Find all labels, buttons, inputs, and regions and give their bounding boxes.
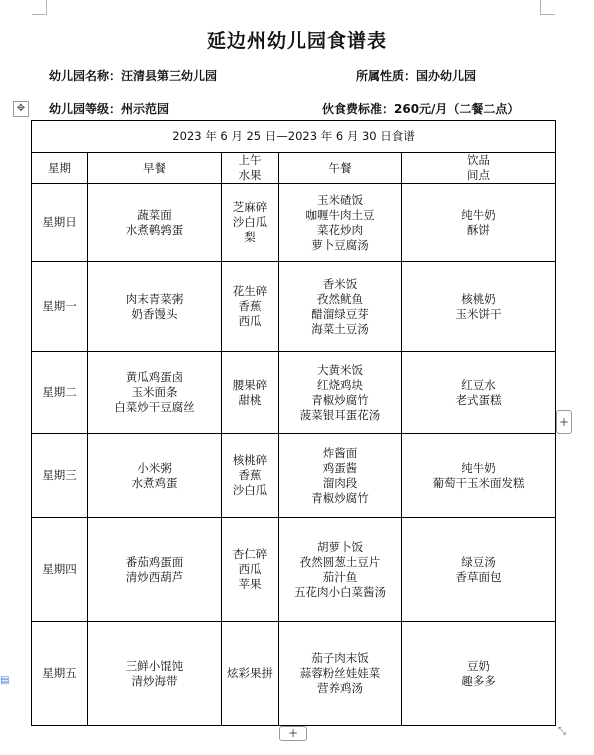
lunch-item: 溜肉段 — [322, 475, 358, 490]
fruit-item: 甜桃 — [238, 392, 262, 407]
drinks-item: 核桃奶 — [461, 291, 496, 306]
fruit-item: 炫彩果拼 — [227, 666, 273, 680]
drinks-cell — [402, 622, 556, 726]
breakfast-item: 水煮鹌鹑蛋 — [125, 222, 184, 237]
fruit-cell — [222, 622, 279, 726]
drinks-item: 豆奶 — [467, 658, 491, 673]
day-label: 星期四 — [42, 562, 77, 576]
lunch-cell — [279, 434, 402, 518]
day-label: 星期日 — [42, 215, 77, 229]
table-row — [32, 262, 556, 352]
lunch-cell — [279, 262, 402, 352]
header-drinks-line: 饮品 — [467, 153, 491, 167]
breakfast-item: 黄瓜鸡蛋卤 — [125, 370, 184, 384]
drinks-cell — [402, 352, 556, 434]
four-arrows-move-icon: ✥ — [16, 103, 26, 114]
fruit-item: 苹果 — [238, 577, 262, 591]
drinks-cell — [402, 434, 556, 518]
breakfast-item: 清炒西葫芦 — [125, 569, 184, 584]
header-breakfast — [88, 153, 222, 184]
day-label: 星期五 — [42, 666, 77, 680]
breakfast-item: 奶香馒头 — [131, 306, 178, 321]
breakfast-cell — [88, 518, 222, 622]
lunch-item: 茄子肉末饭 — [311, 651, 369, 665]
header-fruit — [222, 153, 279, 184]
breakfast-item: 肉末青菜粥 — [125, 291, 184, 306]
lunch-item: 醋溜绿豆芽 — [311, 306, 369, 321]
day-cell — [32, 352, 88, 434]
day-label: 星期三 — [42, 468, 77, 482]
fruit-item: 梨 — [244, 230, 256, 244]
drinks-item: 老式蛋糕 — [455, 392, 502, 407]
drinks-item: 绿豆汤 — [461, 554, 496, 569]
lunch-item: 青椒炒腐竹 — [311, 392, 369, 407]
drinks-item: 香草面包 — [455, 569, 502, 584]
header-fruit-line: 上午 — [238, 153, 262, 167]
drinks-cell — [402, 518, 556, 622]
table-resize-handle[interactable] — [558, 726, 570, 738]
header-day — [32, 153, 88, 184]
table-row — [32, 518, 556, 622]
fruit-item: 沙白瓜 — [232, 215, 268, 229]
fruit-item: 西瓜 — [238, 562, 262, 576]
day-cell — [32, 518, 88, 622]
add-column-button[interactable] — [556, 410, 572, 434]
breakfast-item: 三鲜小馄饨 — [125, 658, 184, 673]
fruit-cell — [222, 184, 279, 262]
day-cell — [32, 184, 88, 262]
lunch-item: 炸酱面 — [322, 445, 358, 460]
menu-body — [32, 184, 556, 726]
table-move-handle[interactable] — [13, 101, 29, 117]
drinks-item: 纯牛奶 — [461, 207, 496, 222]
drinks-item: 酥饼 — [467, 222, 491, 237]
drinks-item: 葡萄干玉米面发糕 — [432, 475, 525, 490]
lunch-item: 萝卜豆腐汤 — [311, 237, 369, 252]
add-row-button[interactable] — [279, 726, 307, 741]
lunch-item: 营养鸡汤 — [317, 681, 363, 695]
menu-table — [31, 120, 556, 726]
lunch-cell — [279, 518, 402, 622]
breakfast-cell — [88, 434, 222, 518]
fruit-item: 香蕉 — [238, 468, 262, 482]
header-fruit-line: 水果 — [238, 168, 262, 182]
breakfast-item: 蔬菜面 — [137, 207, 172, 222]
document-icon: ▤ — [0, 675, 10, 686]
lunch-cell — [279, 184, 402, 262]
lunch-cell — [279, 622, 402, 726]
drinks-item: 趣多多 — [461, 673, 496, 688]
day-label: 星期二 — [42, 385, 77, 399]
lunch-item: 咖喱牛肉土豆 — [305, 207, 375, 222]
table-row — [32, 622, 556, 726]
breakfast-cell — [88, 352, 222, 434]
drinks-item: 玉米饼干 — [455, 306, 502, 321]
fruit-item: 西瓜 — [238, 314, 262, 328]
date-range: 2023 年 6 月 25 日—2023 年 6 月 30 日食谱 — [172, 129, 415, 143]
table-row — [32, 434, 556, 518]
breakfast-item: 玉米面条 — [131, 385, 178, 399]
fruit-cell — [222, 434, 279, 518]
header-day-label: 星期 — [48, 160, 71, 175]
page-corner-mark-left — [32, 0, 47, 15]
lunch-item: 胡萝卜饭 — [317, 539, 363, 554]
breakfast-item: 番茄鸡蛋面 — [125, 554, 184, 569]
plus-icon: + — [287, 726, 299, 740]
day-cell — [32, 262, 88, 352]
header-drinks — [402, 153, 556, 184]
breakfast-cell — [88, 622, 222, 726]
lunch-item: 孜然鱿鱼 — [317, 291, 363, 306]
fruit-cell — [222, 518, 279, 622]
fruit-cell — [222, 262, 279, 352]
fruit-item: 核桃碎 — [232, 453, 268, 467]
drinks-item: 纯牛奶 — [461, 460, 496, 475]
drinks-cell — [402, 262, 556, 352]
date-range-cell — [32, 121, 556, 153]
lunch-item: 香米饭 — [322, 276, 358, 291]
lunch-item: 茄汁鱼 — [322, 569, 358, 584]
breakfast-item: 白菜炒干豆腐丝 — [114, 400, 195, 414]
lunch-item: 蒜蓉粉丝娃娃菜 — [299, 666, 381, 680]
breakfast-cell — [88, 262, 222, 352]
fruit-item: 花生碎 — [232, 284, 268, 298]
kindergarten-grade: 幼儿园等级：州示范园 — [49, 102, 170, 116]
lunch-item: 青椒炒腐竹 — [311, 490, 369, 505]
day-label: 星期一 — [42, 299, 77, 313]
drinks-cell — [402, 184, 556, 262]
lunch-item: 红烧鸡块 — [317, 377, 363, 392]
meal-fee-standard: 伙食费标准：260元/月（二餐二点） — [322, 102, 520, 116]
fruit-item: 香蕉 — [238, 299, 262, 313]
lunch-item: 孜然圆葱土豆片 — [299, 554, 381, 569]
kindergarten-name: 幼儿园名称：汪清县第三幼儿园 — [49, 69, 218, 83]
fruit-item: 腰果碎 — [232, 377, 268, 392]
diagonal-resize-icon: ⤡ — [558, 726, 566, 737]
drinks-item: 红豆水 — [461, 377, 496, 392]
lunch-item: 海菜土豆汤 — [311, 321, 369, 336]
breakfast-item: 小米粥 — [137, 460, 172, 475]
table-row — [32, 352, 556, 434]
lunch-item: 菜花炒肉 — [317, 222, 363, 237]
ownership-type: 所属性质：国办幼儿园 — [356, 69, 477, 83]
breakfast-cell — [88, 184, 222, 262]
lunch-item: 鸡蛋酱 — [322, 460, 358, 475]
fruit-cell — [222, 352, 279, 434]
lunch-item: 玉米碴饭 — [317, 192, 363, 207]
day-cell — [32, 434, 88, 518]
lunch-item: 五花肉小白菜酱汤 — [294, 584, 386, 599]
header-drinks-line: 间点 — [467, 168, 491, 182]
document-title: 延边州幼儿园食谱表 — [206, 30, 387, 52]
breakfast-item: 清炒海带 — [131, 673, 178, 688]
header-lunch — [279, 153, 402, 184]
fruit-item: 芝麻碎 — [232, 200, 268, 214]
table-row — [32, 184, 556, 262]
lunch-item: 大黄米饭 — [317, 362, 363, 377]
fruit-item: 沙白瓜 — [232, 483, 268, 497]
page-corner-mark-right — [540, 0, 555, 15]
day-cell — [32, 622, 88, 726]
fruit-item: 杏仁碎 — [232, 547, 268, 561]
lunch-item: 菠菜银耳蛋花汤 — [299, 407, 381, 422]
header-lunch-label: 午餐 — [328, 160, 352, 175]
header-breakfast-label: 早餐 — [143, 160, 166, 175]
plus-icon: + — [558, 415, 570, 429]
breakfast-item: 水煮鸡蛋 — [131, 475, 178, 490]
lunch-cell — [279, 352, 402, 434]
